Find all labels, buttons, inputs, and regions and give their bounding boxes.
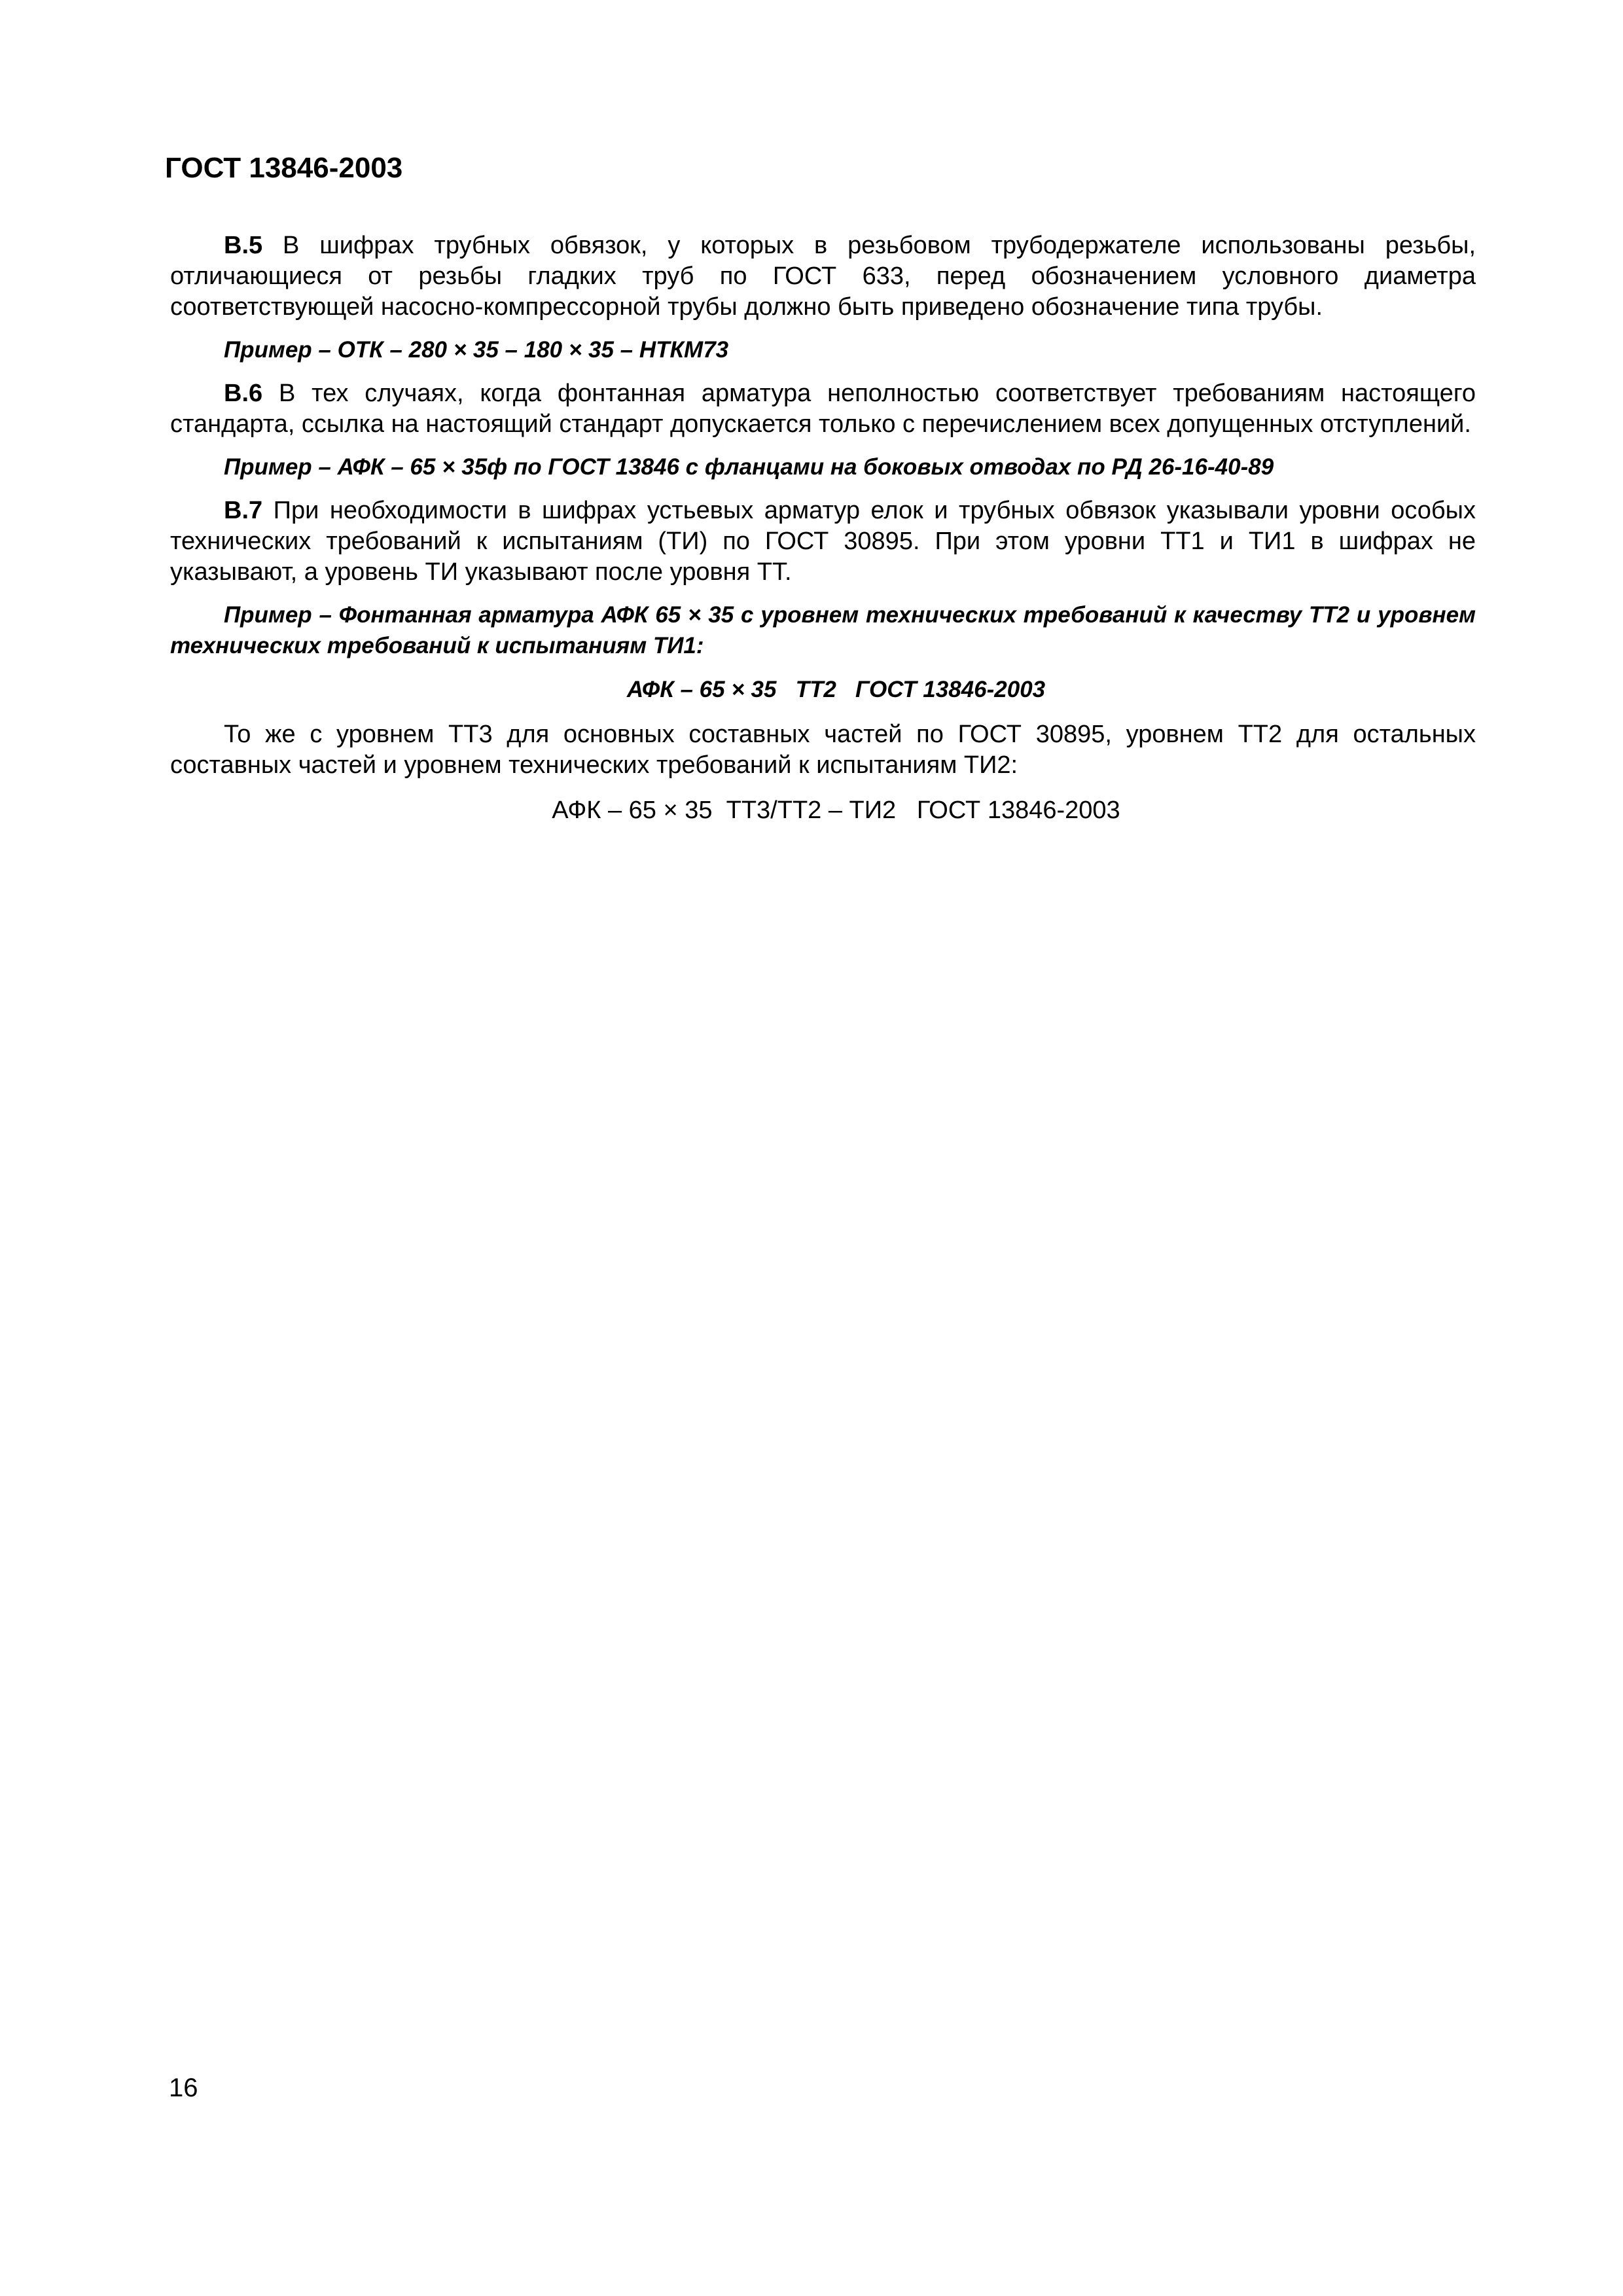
designation-formula-plain: АФК – 65 × 35 ТТ3/ТТ2 – ТИ2 ГОСТ 13846-2003 — [552, 797, 1120, 824]
example-afk-flanges: Пример – АФК – 65 × 35ф по ГОСТ 13846 с фланцами на боковых отводах по РД 26-16-40-89 — [224, 454, 1274, 480]
clause-number: В.7 — [224, 497, 263, 524]
designation-formula-bold: АФК – 65 × 35 ТТ2 ГОСТ 13846-2003 — [626, 677, 1046, 702]
document-body — [170, 230, 1476, 826]
clause-b7 — [170, 495, 1476, 588]
clause-text: В тех случаях, когда фонтанная арматура неполностью соответствует требованиям настоящего стандарта, ссылка на настоящий стандарт допускается только с перечислением всех допущенных отступлений. — [170, 380, 1476, 438]
clause-b5 — [170, 230, 1476, 323]
example-otk: Пример – ОТК – 280 × 35 – 180 × 35 – НТКМ73 — [224, 337, 729, 363]
clause-number: В.5 — [224, 232, 263, 259]
clause-b6 — [170, 378, 1476, 440]
clause-text: В шифрах трубных обвязок, у которых в резьбовом трубодержателе использованы резьбы, отличающиеся от резьбы гладких труб по ГОСТ 633, перед обозначением условного диаметра соответствующей насосно-компрессорной трубы должно быть приведено обозначение типа трубы. — [170, 232, 1476, 321]
paragraph-same-with-levels: То же с уровнем ТТ3 для основных составных частей по ГОСТ 30895, уровнем ТТ2 для остальных составных частей и уровнем технических требований к испытаниям ТИ2: — [170, 721, 1476, 779]
example-afk-levels: Пример – Фонтанная арматура АФК 65 × 35 с уровнем технических требований к качеству ТТ2 и уровнем технических требований к испытаниям ТИ1: — [170, 602, 1476, 658]
clause-number: В.6 — [224, 380, 263, 407]
clause-text: При необходимости в шифрах устьевых арматур елок и трубных обвязок указывали уровни особых технических требований к испытаниям (ТИ) по ГОСТ 30895. При этом уровни ТТ1 и ТИ1 в шифрах не указывают, а уровень ТИ указывают после уровня ТТ. — [170, 497, 1476, 586]
page-number: 16 — [169, 2073, 198, 2102]
document-header: ГОСТ 13846-2003 — [165, 152, 403, 184]
